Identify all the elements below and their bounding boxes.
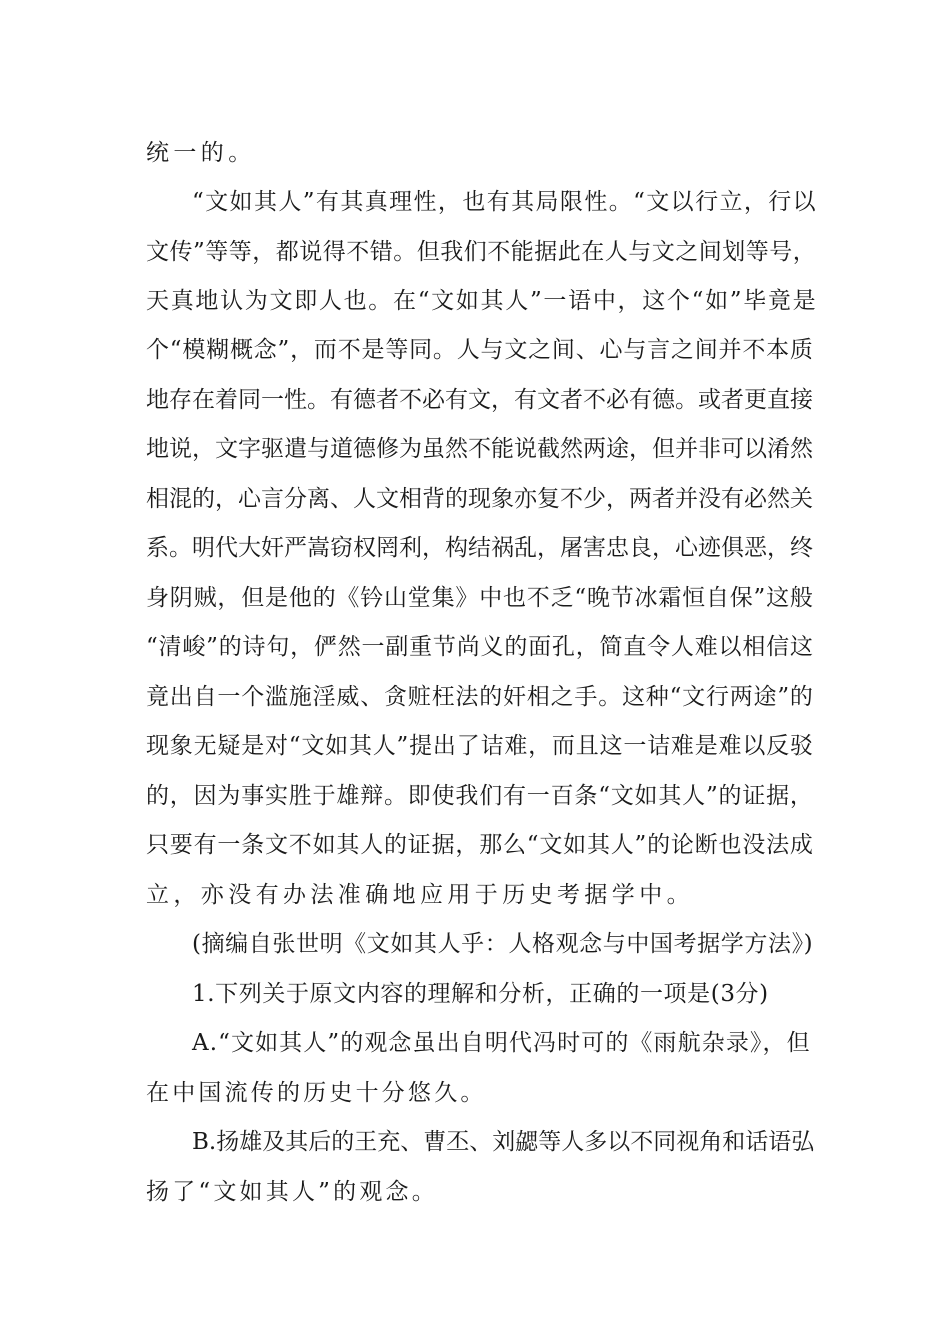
option-a-line: 在中国流传的历史十分悠久。 [146, 1080, 487, 1106]
paragraph-line: 相混的，心言分离、人文相背的现象亦复不少，两者并没有必然关 [146, 486, 813, 512]
paragraph-line: 现象无疑是对“文如其人”提出了诘难，而且这一诘难是难以反驳 [146, 733, 814, 759]
paragraph-line: 的，因为事实胜于雄辩。即使我们有一百条“文如其人”的证据， [146, 783, 814, 809]
option-b-line: B.扬雄及其后的王充、曹丕、刘勰等人多以不同视角和话语弘 [192, 1129, 815, 1155]
paragraph-line: 文传”等等，都说得不错。但我们不能据此在人与文之间划等号， [146, 239, 817, 265]
source-citation: (摘编自张世明《文如其人乎：人格观念与中国考据学方法》) [192, 931, 814, 957]
paragraph-line: 地说，文字驱遣与道德修为虽然不能说截然两途，但并非可以淆然 [146, 436, 813, 462]
paragraph-line: 天真地认为文即人也。在“文如其人”一语中，这个“如”毕竟是 [146, 288, 818, 314]
paragraph-line: 统一的。 [146, 140, 256, 166]
question-title: 1.下列关于原文内容的理解和分析，正确的一项是(3分) [192, 981, 769, 1007]
paragraph-line: 竟出自一个滥施淫威、贪赃枉法的奸相之手。这种“文行两途”的 [146, 684, 814, 710]
paragraph-line: 身阴贼，但是他的《钤山堂集》中也不乏“晚节冰霜恒自保”这般 [146, 585, 814, 611]
paragraph-line: 立，亦没有办法准确地应用于历史考据学中。 [146, 882, 694, 908]
paragraph-line: 只要有一条文不如其人的证据，那么“文如其人”的论断也没法成 [146, 832, 814, 858]
paragraph-line: “文如其人”有其真理性，也有其局限性。“文以行立，行以 [192, 189, 818, 215]
option-b-line: 扬了“文如其人”的观念。 [146, 1179, 438, 1205]
option-a-line: A.“文如其人”的观念虽出自明代冯时可的《雨航杂录》，但 [192, 1030, 811, 1056]
paragraph-line: “清峻”的诗句，俨然一副重节尚义的面孔，简直令人难以相信这 [146, 634, 814, 660]
paragraph-line: 系。明代大奸严嵩窃权罔利，构结祸乱，屠害忠良，心迹俱恶，终 [146, 535, 813, 561]
paragraph-line: 地存在着同一性。有德者不必有文，有文者不必有德。或者更直接 [146, 387, 813, 413]
paragraph-line: 个“模糊概念”，而不是等同。人与文之间、心与言之间并不本质 [146, 337, 814, 363]
